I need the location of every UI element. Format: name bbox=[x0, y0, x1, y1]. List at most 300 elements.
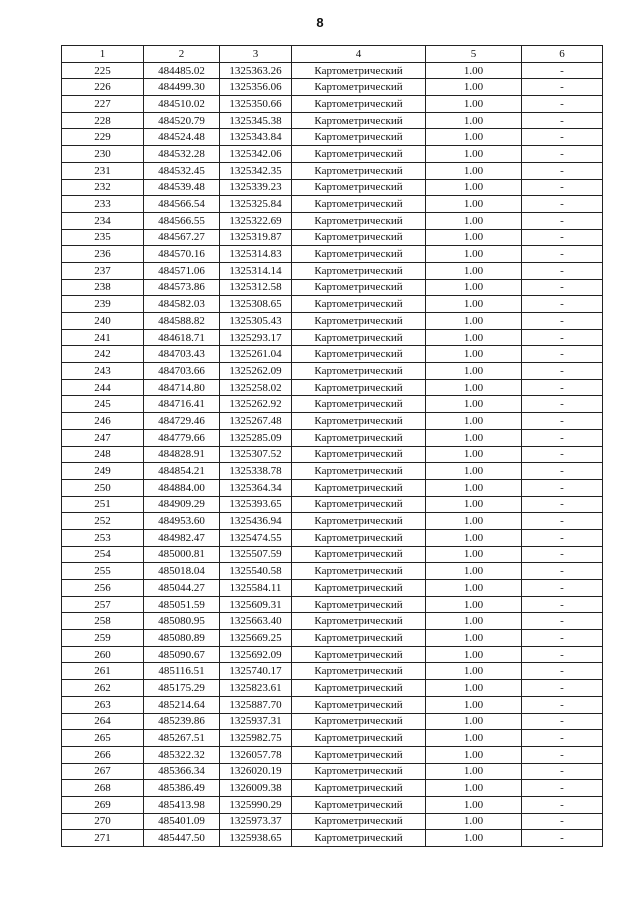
page-number: 8 bbox=[316, 15, 324, 30]
x-coordinate-cell: 484779.66 bbox=[144, 429, 220, 446]
note-cell: - bbox=[522, 613, 603, 630]
accuracy-cell: 1.00 bbox=[426, 780, 522, 797]
accuracy-cell: 1.00 bbox=[426, 663, 522, 680]
table-row bbox=[62, 162, 603, 179]
accuracy-cell: 1.00 bbox=[426, 580, 522, 597]
point-number-cell: 238 bbox=[62, 279, 144, 296]
note-cell: - bbox=[522, 563, 603, 580]
point-number-cell: 225 bbox=[62, 62, 144, 79]
point-number-cell: 259 bbox=[62, 630, 144, 647]
method-cell: Картометрический bbox=[292, 463, 426, 480]
note-cell: - bbox=[522, 279, 603, 296]
table-row bbox=[62, 479, 603, 496]
x-coordinate-cell: 484566.54 bbox=[144, 196, 220, 213]
method-cell: Картометрический bbox=[292, 379, 426, 396]
point-number-cell: 253 bbox=[62, 529, 144, 546]
method-cell: Картометрический bbox=[292, 396, 426, 413]
method-cell: Картометрический bbox=[292, 363, 426, 380]
accuracy-cell: 1.00 bbox=[426, 529, 522, 546]
y-coordinate-cell: 1325982.75 bbox=[220, 730, 292, 747]
accuracy-cell: 1.00 bbox=[426, 279, 522, 296]
point-number-cell: 254 bbox=[62, 546, 144, 563]
table-row bbox=[62, 313, 603, 330]
note-cell: - bbox=[522, 580, 603, 597]
method-cell: Картометрический bbox=[292, 112, 426, 129]
method-cell: Картометрический bbox=[292, 713, 426, 730]
table-row bbox=[62, 746, 603, 763]
point-number-cell: 257 bbox=[62, 596, 144, 613]
y-coordinate-cell: 1325339.23 bbox=[220, 179, 292, 196]
x-coordinate-cell: 485175.29 bbox=[144, 680, 220, 697]
method-cell: Картометрический bbox=[292, 413, 426, 430]
accuracy-cell: 1.00 bbox=[426, 613, 522, 630]
table-row bbox=[62, 279, 603, 296]
note-cell: - bbox=[522, 546, 603, 563]
note-cell: - bbox=[522, 146, 603, 163]
accuracy-cell: 1.00 bbox=[426, 646, 522, 663]
x-coordinate-cell: 484485.02 bbox=[144, 62, 220, 79]
table-row bbox=[62, 563, 603, 580]
x-coordinate-cell: 484618.71 bbox=[144, 329, 220, 346]
column-header-4: 4 bbox=[292, 46, 426, 63]
point-number-cell: 271 bbox=[62, 830, 144, 847]
table-row bbox=[62, 680, 603, 697]
note-cell: - bbox=[522, 179, 603, 196]
note-cell: - bbox=[522, 379, 603, 396]
note-cell: - bbox=[522, 529, 603, 546]
accuracy-cell: 1.00 bbox=[426, 112, 522, 129]
note-cell: - bbox=[522, 479, 603, 496]
y-coordinate-cell: 1325308.65 bbox=[220, 296, 292, 313]
x-coordinate-cell: 485214.64 bbox=[144, 696, 220, 713]
method-cell: Картометрический bbox=[292, 262, 426, 279]
accuracy-cell: 1.00 bbox=[426, 346, 522, 363]
accuracy-cell: 1.00 bbox=[426, 463, 522, 480]
accuracy-cell: 1.00 bbox=[426, 179, 522, 196]
y-coordinate-cell: 1325990.29 bbox=[220, 796, 292, 813]
note-cell: - bbox=[522, 196, 603, 213]
note-cell: - bbox=[522, 413, 603, 430]
y-coordinate-cell: 1325258.02 bbox=[220, 379, 292, 396]
point-number-cell: 241 bbox=[62, 329, 144, 346]
y-coordinate-cell: 1325356.06 bbox=[220, 79, 292, 96]
table-row bbox=[62, 129, 603, 146]
accuracy-cell: 1.00 bbox=[426, 546, 522, 563]
table-row bbox=[62, 763, 603, 780]
point-number-cell: 260 bbox=[62, 646, 144, 663]
table-row bbox=[62, 262, 603, 279]
table-header bbox=[62, 46, 603, 63]
accuracy-cell: 1.00 bbox=[426, 212, 522, 229]
point-number-cell: 228 bbox=[62, 112, 144, 129]
y-coordinate-cell: 1325663.40 bbox=[220, 613, 292, 630]
x-coordinate-cell: 484854.21 bbox=[144, 463, 220, 480]
y-coordinate-cell: 1326009.38 bbox=[220, 780, 292, 797]
accuracy-cell: 1.00 bbox=[426, 429, 522, 446]
method-cell: Картометрический bbox=[292, 563, 426, 580]
y-coordinate-cell: 1325584.11 bbox=[220, 580, 292, 597]
y-coordinate-cell: 1325436.94 bbox=[220, 513, 292, 530]
method-cell: Картометрический bbox=[292, 246, 426, 263]
table-row bbox=[62, 196, 603, 213]
note-cell: - bbox=[522, 596, 603, 613]
note-cell: - bbox=[522, 229, 603, 246]
note-cell: - bbox=[522, 62, 603, 79]
point-number-cell: 265 bbox=[62, 730, 144, 747]
point-number-cell: 248 bbox=[62, 446, 144, 463]
point-number-cell: 230 bbox=[62, 146, 144, 163]
x-coordinate-cell: 484716.41 bbox=[144, 396, 220, 413]
table-row bbox=[62, 463, 603, 480]
column-header-3: 3 bbox=[220, 46, 292, 63]
method-cell: Картометрический bbox=[292, 313, 426, 330]
method-cell: Картометрический bbox=[292, 129, 426, 146]
note-cell: - bbox=[522, 329, 603, 346]
table-row bbox=[62, 696, 603, 713]
point-number-cell: 264 bbox=[62, 713, 144, 730]
accuracy-cell: 1.00 bbox=[426, 813, 522, 830]
accuracy-cell: 1.00 bbox=[426, 96, 522, 113]
x-coordinate-cell: 485239.86 bbox=[144, 713, 220, 730]
method-cell: Картометрический bbox=[292, 212, 426, 229]
y-coordinate-cell: 1325363.26 bbox=[220, 62, 292, 79]
method-cell: Картометрический bbox=[292, 346, 426, 363]
method-cell: Картометрический bbox=[292, 496, 426, 513]
x-coordinate-cell: 485401.09 bbox=[144, 813, 220, 830]
table-row bbox=[62, 796, 603, 813]
accuracy-cell: 1.00 bbox=[426, 79, 522, 96]
y-coordinate-cell: 1325669.25 bbox=[220, 630, 292, 647]
note-cell: - bbox=[522, 646, 603, 663]
point-number-cell: 267 bbox=[62, 763, 144, 780]
table-row bbox=[62, 780, 603, 797]
y-coordinate-cell: 1325342.35 bbox=[220, 162, 292, 179]
point-number-cell: 258 bbox=[62, 613, 144, 630]
table-row bbox=[62, 146, 603, 163]
point-number-cell: 262 bbox=[62, 680, 144, 697]
y-coordinate-cell: 1325692.09 bbox=[220, 646, 292, 663]
accuracy-cell: 1.00 bbox=[426, 246, 522, 263]
accuracy-cell: 1.00 bbox=[426, 229, 522, 246]
note-cell: - bbox=[522, 96, 603, 113]
method-cell: Картометрический bbox=[292, 613, 426, 630]
note-cell: - bbox=[522, 262, 603, 279]
point-number-cell: 240 bbox=[62, 313, 144, 330]
table-row bbox=[62, 529, 603, 546]
y-coordinate-cell: 1326057.78 bbox=[220, 746, 292, 763]
point-number-cell: 237 bbox=[62, 262, 144, 279]
table-row bbox=[62, 496, 603, 513]
method-cell: Картометрический bbox=[292, 780, 426, 797]
header-row bbox=[62, 46, 603, 63]
method-cell: Картометрический bbox=[292, 663, 426, 680]
table-row bbox=[62, 112, 603, 129]
point-number-cell: 269 bbox=[62, 796, 144, 813]
accuracy-cell: 1.00 bbox=[426, 379, 522, 396]
table-row bbox=[62, 413, 603, 430]
method-cell: Картометрический bbox=[292, 746, 426, 763]
y-coordinate-cell: 1325343.84 bbox=[220, 129, 292, 146]
method-cell: Картометрический bbox=[292, 646, 426, 663]
point-number-cell: 232 bbox=[62, 179, 144, 196]
y-coordinate-cell: 1325307.52 bbox=[220, 446, 292, 463]
accuracy-cell: 1.00 bbox=[426, 496, 522, 513]
point-number-cell: 266 bbox=[62, 746, 144, 763]
note-cell: - bbox=[522, 429, 603, 446]
method-cell: Картометрический bbox=[292, 580, 426, 597]
point-number-cell: 256 bbox=[62, 580, 144, 597]
x-coordinate-cell: 485000.81 bbox=[144, 546, 220, 563]
method-cell: Картометрический bbox=[292, 79, 426, 96]
method-cell: Картометрический bbox=[292, 763, 426, 780]
method-cell: Картометрический bbox=[292, 630, 426, 647]
y-coordinate-cell: 1325740.17 bbox=[220, 663, 292, 680]
note-cell: - bbox=[522, 246, 603, 263]
table-row bbox=[62, 546, 603, 563]
point-number-cell: 252 bbox=[62, 513, 144, 530]
y-coordinate-cell: 1325350.66 bbox=[220, 96, 292, 113]
note-cell: - bbox=[522, 396, 603, 413]
method-cell: Картометрический bbox=[292, 429, 426, 446]
y-coordinate-cell: 1325293.17 bbox=[220, 329, 292, 346]
y-coordinate-cell: 1325314.83 bbox=[220, 246, 292, 263]
y-coordinate-cell: 1325325.84 bbox=[220, 196, 292, 213]
note-cell: - bbox=[522, 162, 603, 179]
x-coordinate-cell: 485080.89 bbox=[144, 630, 220, 647]
y-coordinate-cell: 1325540.58 bbox=[220, 563, 292, 580]
y-coordinate-cell: 1325267.48 bbox=[220, 413, 292, 430]
note-cell: - bbox=[522, 112, 603, 129]
table-row bbox=[62, 446, 603, 463]
y-coordinate-cell: 1325262.09 bbox=[220, 363, 292, 380]
note-cell: - bbox=[522, 446, 603, 463]
x-coordinate-cell: 484499.30 bbox=[144, 79, 220, 96]
x-coordinate-cell: 484982.47 bbox=[144, 529, 220, 546]
column-header-6: 6 bbox=[522, 46, 603, 63]
table-row bbox=[62, 346, 603, 363]
table-row bbox=[62, 630, 603, 647]
table-row bbox=[62, 730, 603, 747]
x-coordinate-cell: 484714.80 bbox=[144, 379, 220, 396]
method-cell: Картометрический bbox=[292, 146, 426, 163]
coordinates-table bbox=[61, 45, 603, 847]
point-number-cell: 236 bbox=[62, 246, 144, 263]
table-row bbox=[62, 229, 603, 246]
method-cell: Картометрический bbox=[292, 296, 426, 313]
y-coordinate-cell: 1325305.43 bbox=[220, 313, 292, 330]
x-coordinate-cell: 484571.06 bbox=[144, 262, 220, 279]
method-cell: Картометрический bbox=[292, 680, 426, 697]
method-cell: Картометрический bbox=[292, 229, 426, 246]
accuracy-cell: 1.00 bbox=[426, 479, 522, 496]
point-number-cell: 242 bbox=[62, 346, 144, 363]
accuracy-cell: 1.00 bbox=[426, 329, 522, 346]
column-header-1: 1 bbox=[62, 46, 144, 63]
note-cell: - bbox=[522, 363, 603, 380]
method-cell: Картометрический bbox=[292, 179, 426, 196]
y-coordinate-cell: 1325609.31 bbox=[220, 596, 292, 613]
y-coordinate-cell: 1325364.34 bbox=[220, 479, 292, 496]
y-coordinate-cell: 1325319.87 bbox=[220, 229, 292, 246]
note-cell: - bbox=[522, 513, 603, 530]
accuracy-cell: 1.00 bbox=[426, 763, 522, 780]
x-coordinate-cell: 485386.49 bbox=[144, 780, 220, 797]
column-header-5: 5 bbox=[426, 46, 522, 63]
x-coordinate-cell: 484539.48 bbox=[144, 179, 220, 196]
method-cell: Картометрический bbox=[292, 546, 426, 563]
x-coordinate-cell: 484703.43 bbox=[144, 346, 220, 363]
method-cell: Картометрический bbox=[292, 479, 426, 496]
accuracy-cell: 1.00 bbox=[426, 746, 522, 763]
method-cell: Картометрический bbox=[292, 162, 426, 179]
x-coordinate-cell: 484567.27 bbox=[144, 229, 220, 246]
accuracy-cell: 1.00 bbox=[426, 413, 522, 430]
point-number-cell: 249 bbox=[62, 463, 144, 480]
x-coordinate-cell: 484573.86 bbox=[144, 279, 220, 296]
y-coordinate-cell: 1325285.09 bbox=[220, 429, 292, 446]
y-coordinate-cell: 1325345.38 bbox=[220, 112, 292, 129]
x-coordinate-cell: 484532.28 bbox=[144, 146, 220, 163]
y-coordinate-cell: 1325937.31 bbox=[220, 713, 292, 730]
point-number-cell: 233 bbox=[62, 196, 144, 213]
note-cell: - bbox=[522, 313, 603, 330]
y-coordinate-cell: 1325507.59 bbox=[220, 546, 292, 563]
table-row bbox=[62, 429, 603, 446]
point-number-cell: 255 bbox=[62, 563, 144, 580]
note-cell: - bbox=[522, 680, 603, 697]
accuracy-cell: 1.00 bbox=[426, 596, 522, 613]
accuracy-cell: 1.00 bbox=[426, 363, 522, 380]
accuracy-cell: 1.00 bbox=[426, 630, 522, 647]
x-coordinate-cell: 485051.59 bbox=[144, 596, 220, 613]
column-header-2: 2 bbox=[144, 46, 220, 63]
point-number-cell: 235 bbox=[62, 229, 144, 246]
method-cell: Картометрический bbox=[292, 96, 426, 113]
y-coordinate-cell: 1325342.06 bbox=[220, 146, 292, 163]
note-cell: - bbox=[522, 463, 603, 480]
note-cell: - bbox=[522, 713, 603, 730]
x-coordinate-cell: 484588.82 bbox=[144, 313, 220, 330]
note-cell: - bbox=[522, 296, 603, 313]
x-coordinate-cell: 484524.48 bbox=[144, 129, 220, 146]
x-coordinate-cell: 485447.50 bbox=[144, 830, 220, 847]
point-number-cell: 231 bbox=[62, 162, 144, 179]
accuracy-cell: 1.00 bbox=[426, 129, 522, 146]
point-number-cell: 268 bbox=[62, 780, 144, 797]
y-coordinate-cell: 1325474.55 bbox=[220, 529, 292, 546]
x-coordinate-cell: 484729.46 bbox=[144, 413, 220, 430]
point-number-cell: 270 bbox=[62, 813, 144, 830]
table-row bbox=[62, 813, 603, 830]
table-row bbox=[62, 329, 603, 346]
y-coordinate-cell: 1325887.70 bbox=[220, 696, 292, 713]
note-cell: - bbox=[522, 696, 603, 713]
method-cell: Картометрический bbox=[292, 279, 426, 296]
table-row bbox=[62, 830, 603, 847]
x-coordinate-cell: 484703.66 bbox=[144, 363, 220, 380]
method-cell: Картометрический bbox=[292, 446, 426, 463]
table-row bbox=[62, 646, 603, 663]
table-row bbox=[62, 580, 603, 597]
x-coordinate-cell: 484828.91 bbox=[144, 446, 220, 463]
note-cell: - bbox=[522, 830, 603, 847]
accuracy-cell: 1.00 bbox=[426, 262, 522, 279]
point-number-cell: 234 bbox=[62, 212, 144, 229]
x-coordinate-cell: 484532.45 bbox=[144, 162, 220, 179]
accuracy-cell: 1.00 bbox=[426, 296, 522, 313]
accuracy-cell: 1.00 bbox=[426, 396, 522, 413]
method-cell: Картометрический bbox=[292, 696, 426, 713]
note-cell: - bbox=[522, 763, 603, 780]
note-cell: - bbox=[522, 746, 603, 763]
method-cell: Картометрический bbox=[292, 813, 426, 830]
note-cell: - bbox=[522, 129, 603, 146]
x-coordinate-cell: 485018.04 bbox=[144, 563, 220, 580]
table-row bbox=[62, 379, 603, 396]
table-row bbox=[62, 513, 603, 530]
table-row bbox=[62, 713, 603, 730]
point-number-cell: 229 bbox=[62, 129, 144, 146]
point-number-cell: 227 bbox=[62, 96, 144, 113]
note-cell: - bbox=[522, 630, 603, 647]
point-number-cell: 261 bbox=[62, 663, 144, 680]
accuracy-cell: 1.00 bbox=[426, 563, 522, 580]
accuracy-cell: 1.00 bbox=[426, 313, 522, 330]
method-cell: Картометрический bbox=[292, 513, 426, 530]
table-row bbox=[62, 179, 603, 196]
y-coordinate-cell: 1325393.65 bbox=[220, 496, 292, 513]
note-cell: - bbox=[522, 796, 603, 813]
accuracy-cell: 1.00 bbox=[426, 730, 522, 747]
point-number-cell: 245 bbox=[62, 396, 144, 413]
method-cell: Картометрический bbox=[292, 730, 426, 747]
y-coordinate-cell: 1325338.78 bbox=[220, 463, 292, 480]
x-coordinate-cell: 484520.79 bbox=[144, 112, 220, 129]
point-number-cell: 239 bbox=[62, 296, 144, 313]
table-row bbox=[62, 79, 603, 96]
table-body bbox=[62, 62, 603, 846]
x-coordinate-cell: 485366.34 bbox=[144, 763, 220, 780]
x-coordinate-cell: 484909.29 bbox=[144, 496, 220, 513]
point-number-cell: 250 bbox=[62, 479, 144, 496]
y-coordinate-cell: 1325938.65 bbox=[220, 830, 292, 847]
point-number-cell: 243 bbox=[62, 363, 144, 380]
note-cell: - bbox=[522, 730, 603, 747]
table-row bbox=[62, 363, 603, 380]
method-cell: Картометрический bbox=[292, 329, 426, 346]
x-coordinate-cell: 484570.16 bbox=[144, 246, 220, 263]
method-cell: Картометрический bbox=[292, 830, 426, 847]
accuracy-cell: 1.00 bbox=[426, 713, 522, 730]
x-coordinate-cell: 485413.98 bbox=[144, 796, 220, 813]
accuracy-cell: 1.00 bbox=[426, 162, 522, 179]
x-coordinate-cell: 485090.67 bbox=[144, 646, 220, 663]
point-number-cell: 251 bbox=[62, 496, 144, 513]
note-cell: - bbox=[522, 663, 603, 680]
table-row bbox=[62, 596, 603, 613]
x-coordinate-cell: 485116.51 bbox=[144, 663, 220, 680]
point-number-cell: 247 bbox=[62, 429, 144, 446]
table-row bbox=[62, 396, 603, 413]
y-coordinate-cell: 1325312.58 bbox=[220, 279, 292, 296]
accuracy-cell: 1.00 bbox=[426, 796, 522, 813]
note-cell: - bbox=[522, 79, 603, 96]
point-number-cell: 246 bbox=[62, 413, 144, 430]
table-row bbox=[62, 296, 603, 313]
x-coordinate-cell: 485080.95 bbox=[144, 613, 220, 630]
x-coordinate-cell: 484953.60 bbox=[144, 513, 220, 530]
table-row bbox=[62, 62, 603, 79]
